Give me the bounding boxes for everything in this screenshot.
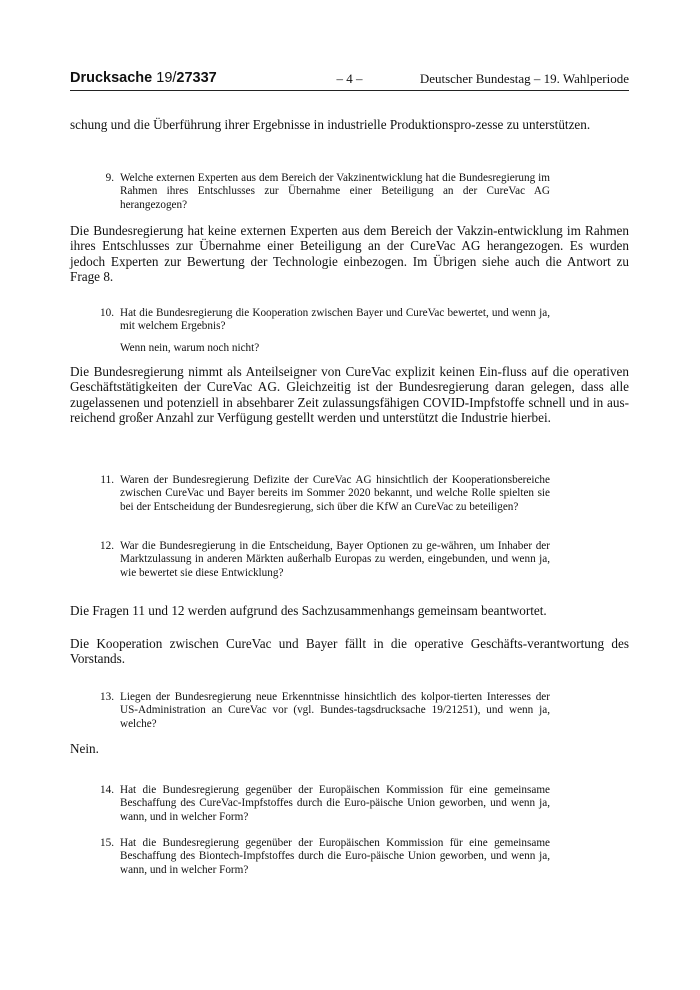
question-subtext: Wenn nein, warum noch nicht?	[120, 341, 260, 354]
answer-13: Nein.	[70, 741, 99, 756]
question-15	[100, 837, 550, 877]
answer-11-12-intro: Die Fragen 11 und 12 werden aufgrund des Sachzusammenhangs gemeinsam beantwortet.	[70, 603, 547, 618]
question-number: 11.	[100, 474, 114, 486]
question-number: 13.	[100, 691, 114, 703]
question-text: Hat die Bundesregierung gegenüber der Europäischen Kommission für eine gemeinsame Beschaffung des CureVac-Impfstoffes durch die Euro-päische Union geworben, und wenn ja, wann, und in welcher Form?	[120, 784, 550, 823]
parliament-info: Deutscher Bundestag – 19. Wahlperiode	[419, 71, 629, 86]
question-number: 15.	[100, 837, 114, 849]
answer-8-continued: schung und die Überführung ihrer Ergebnisse in industrielle Produktionspro-zesse zu unterstützen.	[70, 117, 591, 132]
question-number: 12.	[100, 540, 114, 552]
question-text: War die Bundesregierung in die Entscheidung, Bayer Optionen zu ge-währen, um Inhaber der Marktzulassung in anderen Märkten außerhalb Europas zu werden, eingebunden, und wenn ja, wie bewertet sie diese Entwicklung?	[120, 540, 550, 579]
document-number-prefix: 19/	[156, 70, 177, 86]
question-number: 10.	[100, 307, 114, 319]
answer-10: Die Bundesregierung nimmt als Anteilseigner von CureVac explizit keinen Ein-fluss auf die operativen Geschäftstätigkeiten der CureVac AG. Gleichzeitig ist der Bundesregierung daran gelegen, dass alle zugelassenen und potenziell in absehbarer Zeit zulassungsfähigen COVID-Impfstoffe schnell und in aus-reichend großer Anzahl zur Verfügung gestellt werden und unterstützt die Industrie hierbei.	[70, 364, 629, 426]
question-9	[105, 172, 550, 212]
question-14	[100, 784, 550, 824]
question-number: 14.	[100, 784, 114, 796]
page-number: – 4 –	[336, 71, 363, 86]
question-text: Waren der Bundesregierung Defizite der CureVac AG hinsichtlich der Kooperationsbereiche zwischen CureVac und Bayer bereits im Sommer 2020 bekannt, und welche Rolle spielten sie bei der Entscheidung der Bundesregierung, sich über die KfW an CureVac zu beteiligen?	[120, 474, 550, 513]
question-13	[100, 691, 550, 731]
question-10	[100, 307, 550, 355]
question-number: 9.	[105, 172, 114, 184]
question-11	[100, 474, 550, 514]
document-number-bold: 27337	[176, 70, 217, 86]
answer-11-12: Die Kooperation zwischen CureVac und Bayer fällt in die operative Geschäfts-verantwortung des Vorstands.	[70, 636, 629, 667]
question-12	[100, 540, 550, 580]
page-header	[70, 70, 629, 91]
question-text: Hat die Bundesregierung die Kooperation zwischen Bayer und CureVac bewertet, und wenn ja, mit welchem Ergebnis?	[120, 307, 550, 333]
question-text: Liegen der Bundesregierung neue Erkenntnisse hinsichtlich des kolpor-tierten Interesses der US-Administration an CureVac vor (vgl. Bundes-tagsdrucksache 19/21251), und wenn ja, welche?	[120, 691, 550, 730]
question-text: Welche externen Experten aus dem Bereich der Vakzinentwicklung hat die Bundesregierung im Rahmen ihres Entschlusses zur Übernahme einer Beteiligung an der CureVac AG herangezogen?	[120, 172, 550, 211]
answer-9: Die Bundesregierung hat keine externen Experten aus dem Bereich der Vakzin-entwicklung im Rahmen ihres Entschlusses zur Übernahme einer Beteiligung an der CureVac AG herangezogen. Es wurden jedoch Experten zur Bewertung der Technologie einbezogen. Im Übrigen siehe auch die Antwort zu Frage 8.	[70, 223, 629, 285]
question-text: Hat die Bundesregierung gegenüber der Europäischen Kommission für eine gemeinsame Beschaffung des Biontech-Impfstoffes durch die Euro-päische Union geworben, und wenn ja, wann, und in welcher Form?	[120, 837, 550, 876]
document-label: Drucksache	[70, 70, 153, 86]
